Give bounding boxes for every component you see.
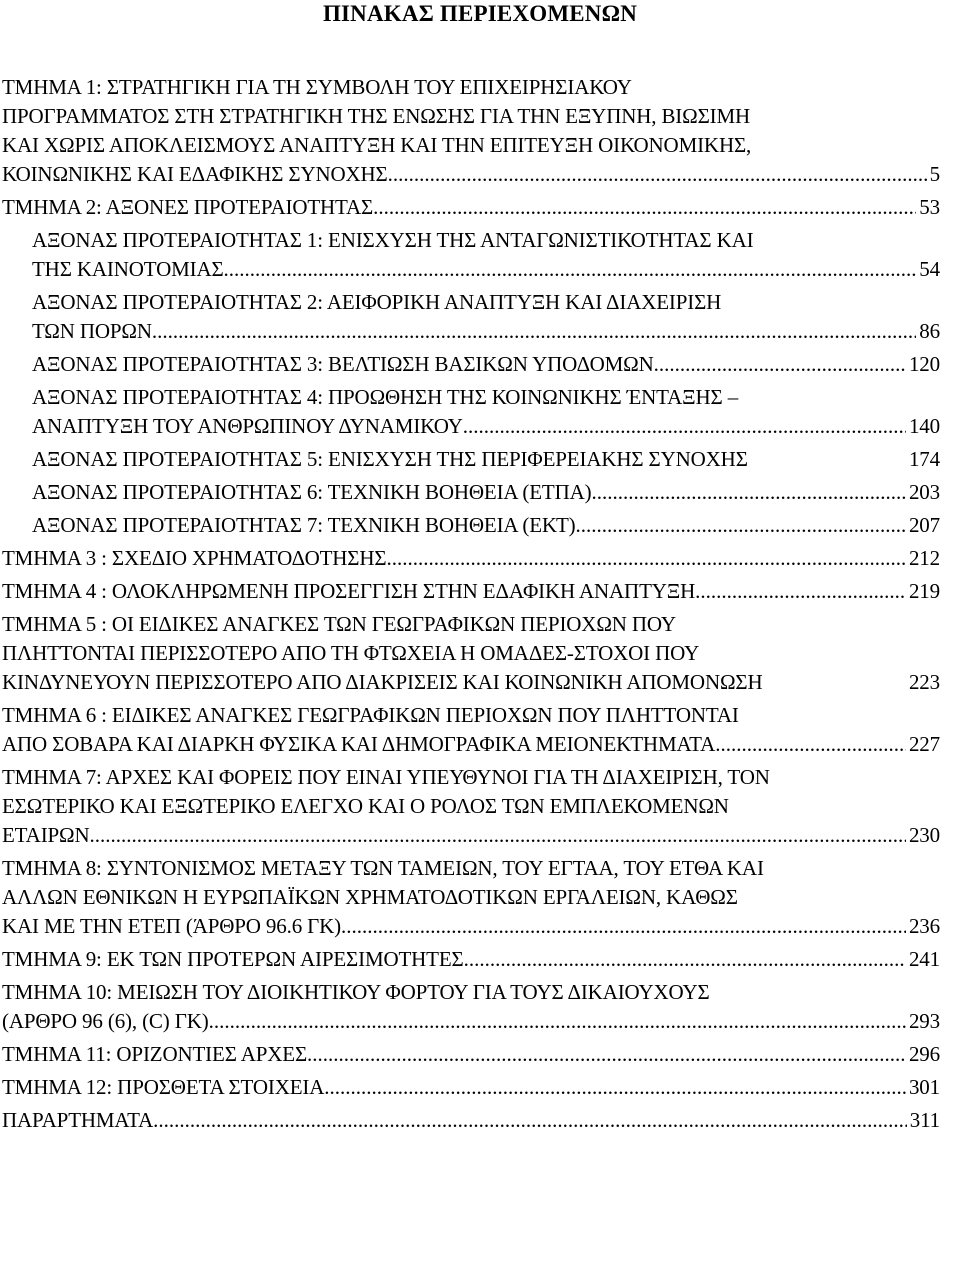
toc-entry[interactable]: [0, 1106, 960, 1135]
toc-entry-last-line: [32, 350, 940, 379]
toc-entry-text-line: ΚΟΙΝΩΝΙΚΗΣ ΚΑΙ ΕΔΑΦΙΚΗΣ ΣΥΝΟΧΗΣ: [2, 162, 388, 186]
toc-page-number: 86: [919, 319, 940, 343]
toc-entry[interactable]: [0, 383, 960, 441]
toc-page-number: 207: [908, 513, 940, 537]
dot-leader: [153, 1106, 907, 1135]
dot-leader: [341, 912, 906, 941]
toc-entry-text-line: ΤΜΗΜΑ 1: ΣΤΡΑΤΗΓΙΚΗ ΓΙΑ ΤΗ ΣΥΜΒΟΛΗ ΤΟΥ ΕΠΙΧΕΙΡΗΣΙΑΚΟΥ: [2, 75, 632, 99]
toc-entry[interactable]: [0, 577, 960, 606]
toc-entry[interactable]: [0, 193, 960, 222]
toc-entry-text-line: ΑΝΑΠΤΥΞΗ ΤΟΥ ΑΝΘΡΩΠΙΝΟΥ ΔΥΝΑΜΙΚΟΥ: [32, 414, 463, 438]
toc-entry-text-line: ΚΑΙ ΜΕ ΤΗΝ ΕΤΕΠ (ΆΡΘΡΟ 96.6 ΓΚ): [2, 914, 341, 938]
toc-page-number: 203: [908, 480, 940, 504]
toc-entry-last-line: [32, 412, 940, 441]
toc-page-number: 5: [929, 162, 940, 186]
dot-leader: [463, 412, 906, 441]
toc-entry[interactable]: [0, 1040, 960, 1069]
toc-page-number: 293: [908, 1009, 940, 1033]
dot-leader: [209, 1007, 906, 1036]
toc-entry-text-line: (ΑΡΘΡΟ 96 (6), (C) ΓΚ): [2, 1009, 209, 1033]
toc-page-number: 53: [919, 195, 940, 219]
toc-page-number: 54: [919, 257, 940, 281]
toc-page-number: 223: [908, 670, 940, 694]
dot-leader: [576, 511, 906, 540]
toc-entry-text-line: ΤΩΝ ΠΟΡΩΝ: [32, 319, 152, 343]
dot-leader: [715, 730, 906, 759]
toc-entry-text-line: ΤΜΗΜΑ 10: ΜΕΙΩΣΗ ΤΟΥ ΔΙΟΙΚΗΤΙΚΟΥ ΦΟΡΤΟΥ ΓΙΑ ΤΟΥΣ ΔΙΚΑΙΟΥΧΟΥΣ: [2, 980, 710, 1004]
toc-page-number: 236: [908, 914, 940, 938]
toc-entry-last-line: [32, 445, 940, 474]
toc-entry-text-line: ΤΜΗΜΑ 4 : ΟΛΟΚΛΗΡΩΜΕΝΗ ΠΡΟΣΕΓΓΙΣΗ ΣΤΗΝ ΕΔΑΦΙΚΗ ΑΝΑΠΤΥΞΗ: [2, 579, 696, 603]
dot-leader: [224, 255, 917, 284]
toc-page-number: 301: [908, 1075, 940, 1099]
toc-page-number: 120: [908, 352, 940, 376]
toc-page-number: 219: [908, 579, 940, 603]
dot-leader: [307, 1040, 906, 1069]
toc-entry-text-line: ΤΜΗΜΑ 2: ΑΞΟΝΕΣ ΠΡΟΤΕΡΑΙΟΤΗΤΑΣ: [2, 195, 374, 219]
toc-entry-text-line: ΠΛΗΤΤΟΝΤΑΙ ΠΕΡΙΣΣΟΤΕΡΟ ΑΠΟ ΤΗ ΦΤΩΧΕΙΑ Η ΟΜΑΔΕΣ-ΣΤΟΧΟΙ ΠΟΥ: [2, 641, 700, 665]
toc-entry-text-line: ΕΣΩΤΕΡΙΚΟ ΚΑΙ ΕΞΩΤΕΡΙΚΟ ΕΛΕΓΧΟ ΚΑΙ Ο ΡΟΛΟΣ ΤΩΝ ΕΜΠΛΕΚΟΜΕΝΩΝ: [2, 794, 729, 818]
toc-entry-text-line: ΑΞΟΝΑΣ ΠΡΟΤΕΡΑΙΟΤΗΤΑΣ 1: ΕΝΙΣΧΥΣΗ ΤΗΣ ΑΝΤΑΓΩΝΙΣΤΙΚΟΤΗΤΑΣ ΚΑΙ: [32, 228, 754, 252]
toc-entry[interactable]: [0, 610, 960, 697]
toc-entry-text-line: ΚΙΝΔΥΝΕΥΟΥΝ ΠΕΡΙΣΣΟΤΕΡΟ ΑΠΟ ΔΙΑΚΡΙΣΕΙΣ ΚΑΙ ΚΟΙΝΩΝΙΚΗ ΑΠΟΜΟΝΩΣΗ: [2, 670, 763, 694]
table-of-contents: [0, 73, 960, 1139]
dot-leader: [90, 821, 906, 850]
toc-entry[interactable]: [0, 1073, 960, 1102]
toc-entry[interactable]: [0, 288, 960, 346]
toc-page-number: 140: [908, 414, 940, 438]
dot-leader: [695, 577, 906, 606]
toc-entry-text-line: ΤΜΗΜΑ 7: ΑΡΧΕΣ ΚΑΙ ΦΟΡΕΙΣ ΠΟΥ ΕΙΝΑΙ ΥΠΕΥΘΥΝΟΙ ΓΙΑ ΤΗ ΔΙΑΧΕΙΡΙΣΗ, ΤΟΝ: [2, 765, 770, 789]
toc-page-number: 311: [909, 1108, 940, 1132]
toc-page-number: 296: [908, 1042, 940, 1066]
toc-entry-text-line: ΠΑΡΑΡΤΗΜΑΤΑ: [2, 1108, 154, 1132]
toc-entry-text-line: ΑΛΛΩΝ ΕΘΝΙΚΩΝ Η ΕΥΡΩΠΑΪΚΩΝ ΧΡΗΜΑΤΟΔΟΤΙΚΩΝ ΕΡΓΑΛΕΙΩΝ, ΚΑΘΩΣ: [2, 885, 738, 909]
toc-entry-text-line: ΑΞΟΝΑΣ ΠΡΟΤΕΡΑΙΟΤΗΤΑΣ 7: ΤΕΧΝΙΚΗ ΒΟΗΘΕΙΑ (ΕΚΤ): [32, 513, 576, 537]
dot-leader: [324, 1073, 906, 1102]
dot-leader: [464, 945, 906, 974]
toc-entry[interactable]: [0, 478, 960, 507]
toc-entry-text-line: ΤΜΗΜΑ 6 : ΕΙΔΙΚΕΣ ΑΝΑΓΚΕΣ ΓΕΩΓΡΑΦΙΚΩΝ ΠΕΡΙΟΧΩΝ ΠΟΥ ΠΛΗΤΤΟΝΤΑΙ: [2, 703, 739, 727]
toc-entry-last-line: [2, 544, 940, 573]
toc-title: ΠΙΝΑΚΑΣ ΠΕΡΙΕΧΟΜΕΝΩΝ: [322, 1, 638, 26]
toc-entry-text-line: ΠΡΟΓΡΑΜΜΑΤΟΣ ΣΤΗ ΣΤΡΑΤΗΓΙΚΗ ΤΗΣ ΕΝΩΣΗΣ ΓΙΑ ΤΗΝ ΕΞΥΠΝΗ, ΒΙΩΣΙΜΗ: [2, 104, 751, 128]
toc-page-number: 227: [908, 732, 940, 756]
toc-page-number: 230: [908, 823, 940, 847]
toc-entry-last-line: [32, 317, 940, 346]
toc-entry-last-line: [2, 160, 940, 189]
toc-entry-last-line: [2, 730, 940, 759]
toc-entry-last-line: [32, 511, 940, 540]
toc-entry-text-line: ΚΑΙ ΧΩΡΙΣ ΑΠΟΚΛΕΙΣΜΟΥΣ ΑΝΑΠΤΥΞΗ ΚΑΙ ΤΗΝ ΕΠΙΤΕΥΞΗ ΟΙΚΟΝΟΜΙΚΗΣ,: [2, 133, 752, 157]
toc-entry[interactable]: [0, 445, 960, 474]
toc-entry-text-line: ΤΜΗΜΑ 3 : ΣΧΕΔΙΟ ΧΡΗΜΑΤΟΔΟΤΗΣΗΣ: [2, 546, 387, 570]
toc-entry[interactable]: [0, 350, 960, 379]
toc-entry[interactable]: [0, 763, 960, 850]
toc-page-number: 212: [908, 546, 940, 570]
toc-entry-text-line: ΕΤΑΙΡΩΝ: [2, 823, 90, 847]
toc-entry-last-line: [32, 255, 940, 284]
toc-entry-last-line: [2, 912, 940, 941]
toc-entry-text-line: ΑΠΟ ΣΟΒΑΡΑ ΚΑΙ ΔΙΑΡΚΗ ΦΥΣΙΚΑ ΚΑΙ ΔΗΜΟΓΡΑΦΙΚΑ ΜΕΙΟΝΕΚΤΗΜΑΤΑ: [2, 732, 716, 756]
toc-entry[interactable]: [0, 854, 960, 941]
toc-entry-last-line: [32, 478, 940, 507]
toc-entry-text-line: ΑΞΟΝΑΣ ΠΡΟΤΕΡΑΙΟΤΗΤΑΣ 6: ΤΕΧΝΙΚΗ ΒΟΗΘΕΙΑ (ΕΤΠΑ): [32, 480, 592, 504]
toc-entry-text-line: ΤΜΗΜΑ 11: ΟΡΙΖΟΝΤΙΕΣ ΑΡΧΕΣ: [2, 1042, 308, 1066]
toc-entry-text-line: ΤΜΗΜΑ 5 : ΟΙ ΕΙΔΙΚΕΣ ΑΝΑΓΚΕΣ ΤΩΝ ΓΕΩΓΡΑΦΙΚΩΝ ΠΕΡΙΟΧΩΝ ΠΟΥ: [2, 612, 676, 636]
toc-entry[interactable]: [0, 511, 960, 540]
toc-entry-text-line: ΑΞΟΝΑΣ ΠΡΟΤΕΡΑΙΟΤΗΤΑΣ 3: ΒΕΛΤΙΩΣΗ ΒΑΣΙΚΩΝ ΥΠΟΔΟΜΩΝ: [32, 352, 654, 376]
toc-entry-last-line: [2, 821, 940, 850]
toc-entry[interactable]: [0, 701, 960, 759]
toc-entry-last-line: [2, 1073, 940, 1102]
toc-entry-text-line: ΤΜΗΜΑ 8: ΣΥΝΤΟΝΙΣΜΟΣ ΜΕΤΑΞΥ ΤΩΝ ΤΑΜΕΙΩΝ, ΤΟΥ ΕΓΤΑΑ, ΤΟΥ ΕΤΘΑ ΚΑΙ: [2, 856, 764, 880]
toc-entry-last-line: [2, 1106, 940, 1135]
toc-entry-last-line: [2, 577, 940, 606]
toc-entry-last-line: [2, 193, 940, 222]
dot-leader: [152, 317, 916, 346]
toc-entry[interactable]: [0, 226, 960, 284]
dot-leader: [373, 193, 916, 222]
toc-entry-last-line: [2, 1040, 940, 1069]
toc-entry-last-line: [2, 1007, 940, 1036]
dot-leader: [388, 160, 927, 189]
dot-leader: [386, 544, 906, 573]
dot-leader: [591, 478, 905, 507]
dot-leader: [654, 350, 906, 379]
toc-page-number: 174: [908, 447, 940, 471]
toc-entry[interactable]: [0, 945, 960, 974]
toc-entry[interactable]: [0, 544, 960, 573]
toc-entry[interactable]: [0, 978, 960, 1036]
toc-entry-text-line: ΤΗΣ ΚΑΙΝΟΤΟΜΙΑΣ: [32, 257, 224, 281]
toc-page-number: 241: [908, 947, 940, 971]
toc-entry-last-line: [2, 668, 940, 697]
toc-entry-last-line: [2, 945, 940, 974]
toc-entry-text-line: ΑΞΟΝΑΣ ΠΡΟΤΕΡΑΙΟΤΗΤΑΣ 4: ΠΡΟΩΘΗΣΗ ΤΗΣ ΚΟΙΝΩΝΙΚΗΣ ΈΝΤΑΞΗΣ –: [32, 385, 739, 409]
toc-entry-text-line: ΑΞΟΝΑΣ ΠΡΟΤΕΡΑΙΟΤΗΤΑΣ 5: ΕΝΙΣΧΥΣΗ ΤΗΣ ΠΕΡΙΦΕΡΕΙΑΚΗΣ ΣΥΝΟΧΗΣ: [32, 447, 748, 471]
toc-entry-text-line: ΤΜΗΜΑ 9: ΕΚ ΤΩΝ ΠΡΟΤΕΡΩΝ ΑΙΡΕΣΙΜΟΤΗΤΕΣ: [2, 947, 464, 971]
toc-entry[interactable]: [0, 73, 960, 189]
toc-entry-text-line: ΤΜΗΜΑ 12: ΠΡΟΣΘΕΤΑ ΣΤΟΙΧΕΙΑ: [2, 1075, 325, 1099]
toc-entry-text-line: ΑΞΟΝΑΣ ΠΡΟΤΕΡΑΙΟΤΗΤΑΣ 2: ΑΕΙΦΟΡΙΚΗ ΑΝΑΠΤΥΞΗ ΚΑΙ ΔΙΑΧΕΙΡΙΣΗ: [32, 290, 722, 314]
